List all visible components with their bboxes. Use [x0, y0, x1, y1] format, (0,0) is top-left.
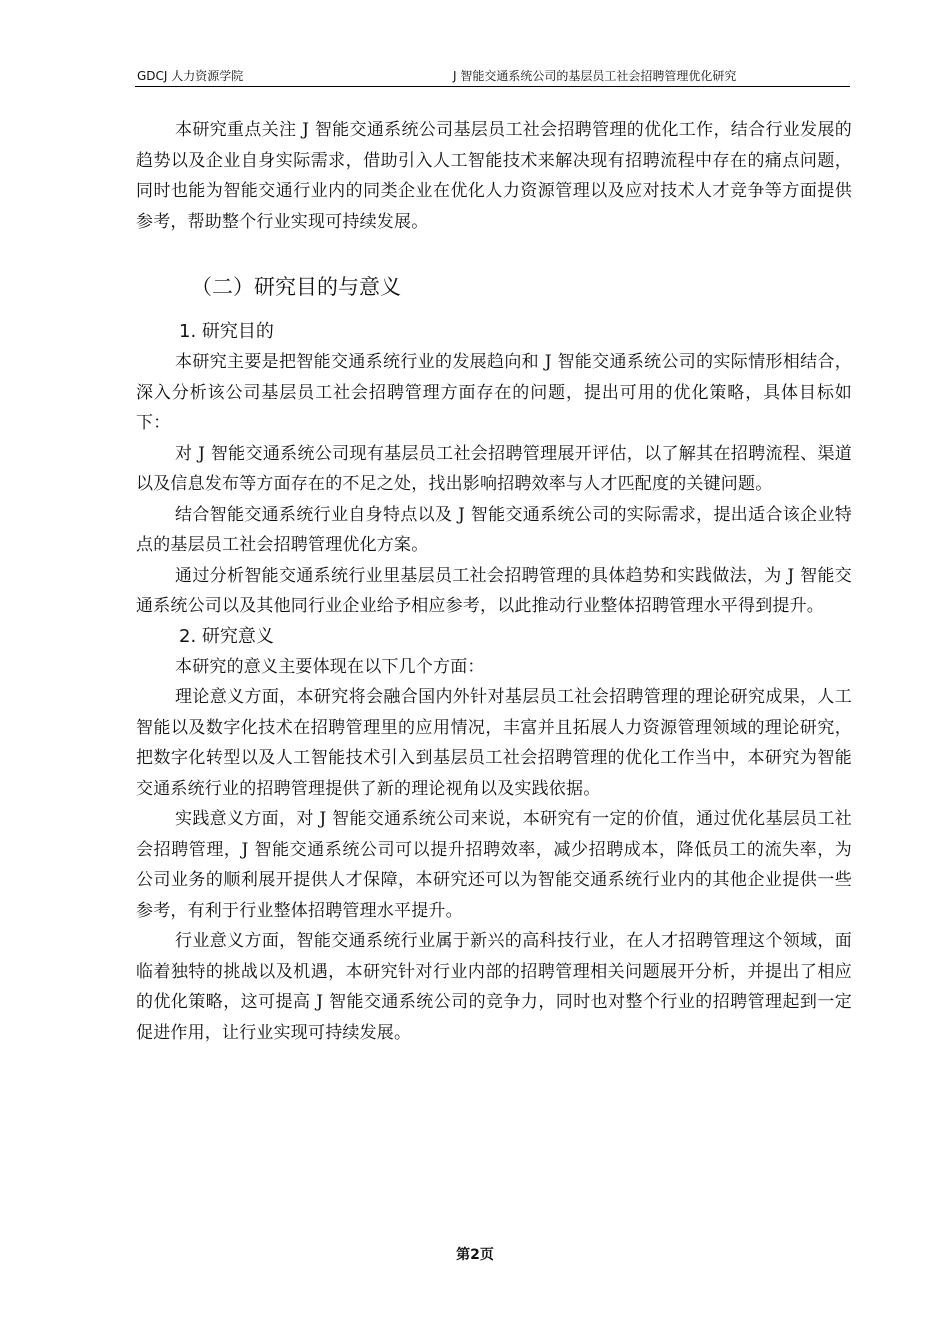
significance-paragraph: 本研究的意义主要体现在以下几个方面：: [175, 656, 485, 677]
section-title: （二）研究目的与意义: [191, 275, 401, 299]
purpose-paragraph: 本研究主要是把智能交通系统行业的发展趋向和 J 智能交通系统公司的实际情形相结合，深入分析该公司基层员工社会招聘管理方面存在的问题，提出可用的优化策略，具体目标如下：: [136, 352, 852, 433]
header-thesis-title: J 智能交通系统公司的基层员工社会招聘管理优化研究: [453, 69, 737, 83]
significance-paragraph: 理论意义方面，本研究将会融合国内外针对基层员工社会招聘管理的理论研究成果，人工智能以及数字化技术在招聘管理里的应用情况，丰富并且拓展人力资源管理领域的理论研究，把数字化转型以及人工智能技术引入到基层员工社会招聘管理的优化工作当中，本研究为智能交通系统行业的招聘管理提供了新的理论视角以及实践依据。: [136, 687, 852, 799]
page-number: 第2页: [456, 1247, 494, 1263]
significance-paragraph: 实践意义方面，对 J 智能交通系统公司来说，本研究有一定的价值，通过优化基层员工社会招聘管理，J 智能交通系统公司可以提升招聘效率，减少招聘成本，降低员工的流失率，为公司业务的顺利展开提供人才保障，本研究还可以为智能交通系统行业内的其他企业提供一些参考，有利于行业整体招聘管理水平提升。: [136, 809, 852, 921]
purpose-paragraph: 对 J 智能交通系统公司现有基层员工社会招聘管理展开评估，以了解其在招聘流程、渠道以及信息发布等方面存在的不足之处，找出影响招聘效率与人才匹配度的关键问题。: [136, 443, 852, 494]
header-institution: GDCJ 人力资源学院: [137, 69, 244, 83]
significance-paragraph: 行业意义方面，智能交通系统行业属于新兴的高科技行业，在人才招聘管理这个领域，面临着独特的挑战以及机遇，本研究针对行业内部的招聘管理相关问题展开分析，并提出了相应的优化策略，这可提高 J 智能交通系统公司的竞争力，同时也对整个行业的招聘管理起到一定促进作用，让行业实现可持续发展。: [136, 931, 852, 1043]
intro-paragraph: 本研究重点关注 J 智能交通系统公司基层员工社会招聘管理的优化工作，结合行业发展的趋势以及企业自身实际需求，借助引入人工智能技术来解决现有招聘流程中存在的痛点问题，同时也能为智能交通行业内的同类企业在优化人力资源管理以及应对技术人才竞争等方面提供参考，帮助整个行业实现可持续发展。: [136, 120, 852, 232]
page-header: [135, 66, 850, 87]
purpose-paragraph: 结合智能交通系统行业自身特点以及 J 智能交通系统公司的实际需求，提出适合该企业特点的基层员工社会招聘管理优化方案。: [136, 504, 852, 555]
purpose-heading: 1. 研究目的: [179, 321, 274, 342]
page-body: [136, 115, 852, 1048]
purpose-paragraph: 通过分析智能交通系统行业里基层员工社会招聘管理的具体趋势和实践做法，为 J 智能交通系统公司以及其他同行业企业给予相应参考，以此推动行业整体招聘管理水平得到提升。: [136, 565, 852, 616]
significance-heading: 2. 研究意义: [179, 625, 274, 647]
